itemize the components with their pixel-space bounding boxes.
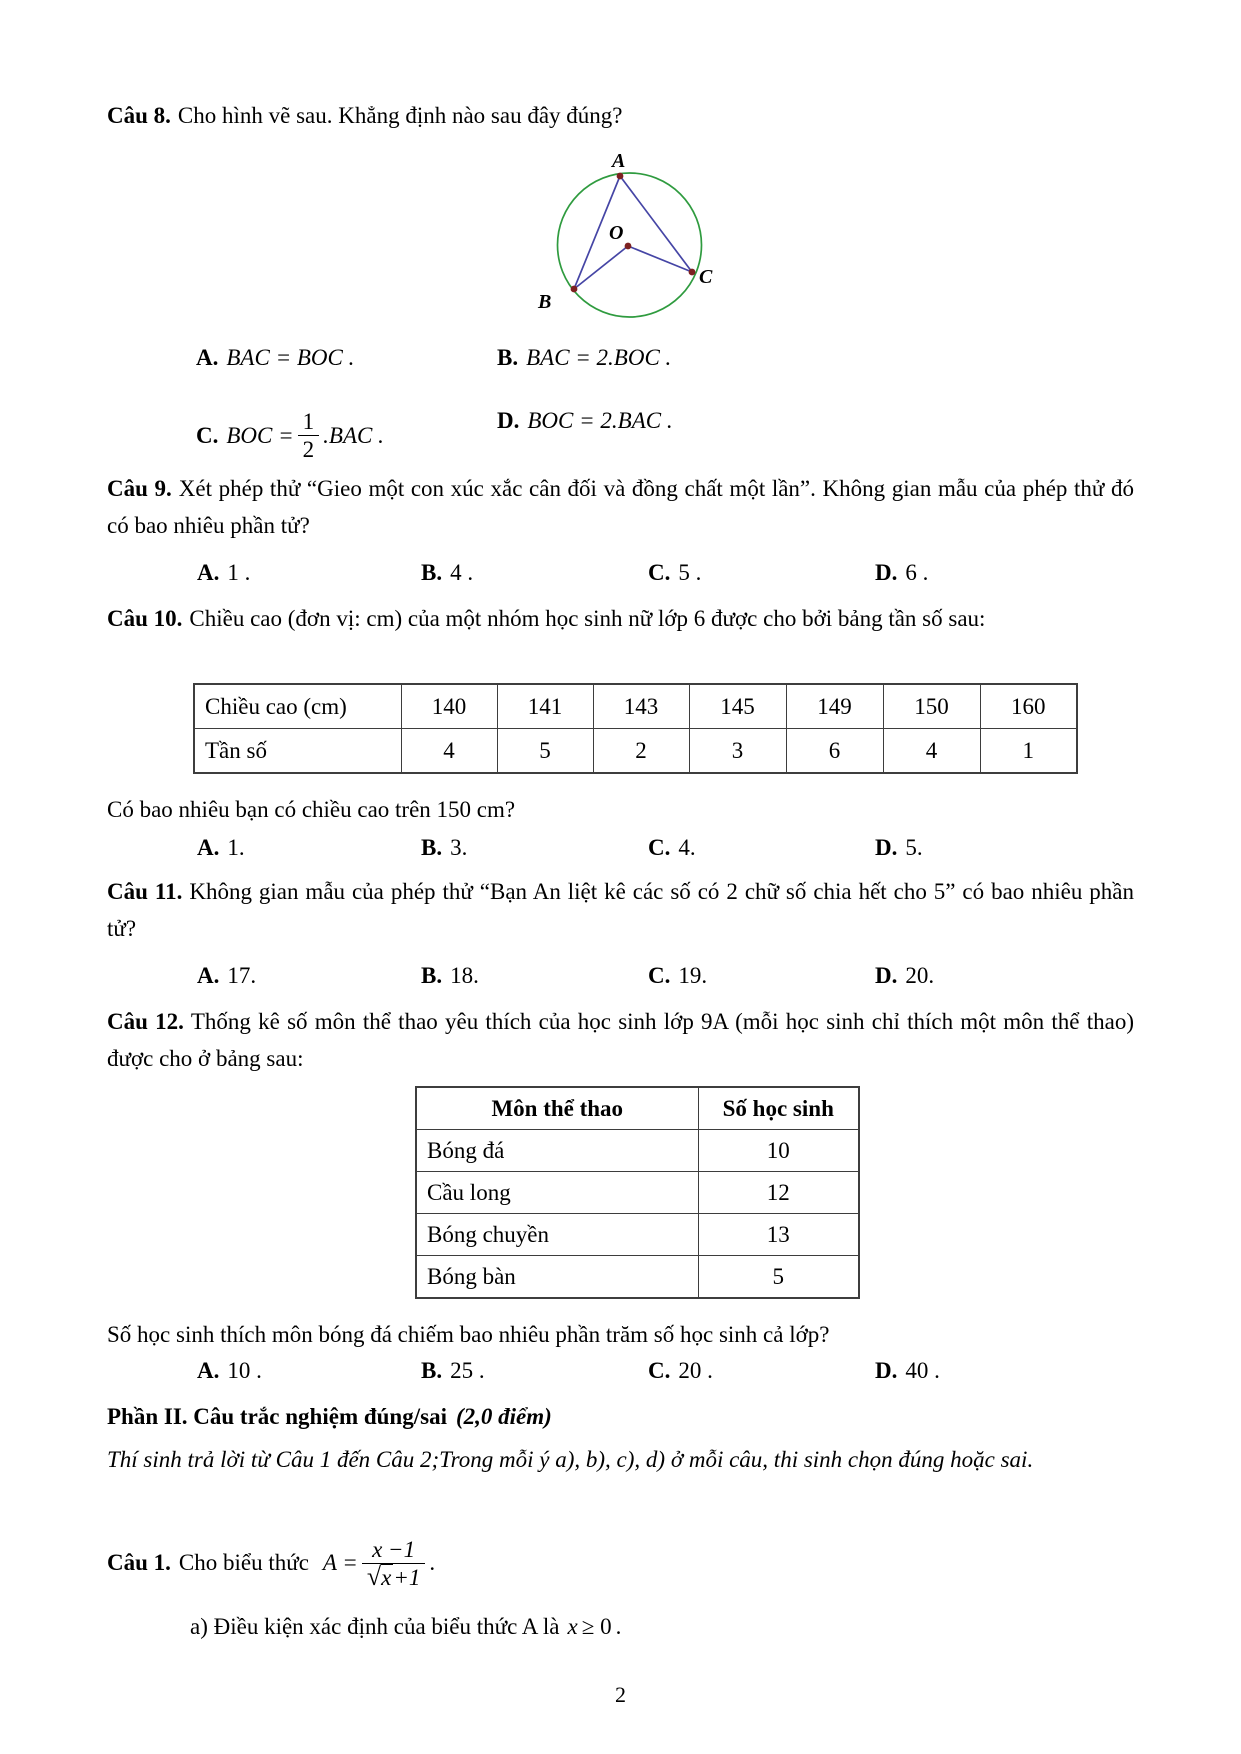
option-value-pre: BOC =	[226, 422, 294, 448]
question-8-stem: Cho hình vẽ sau. Khẳng định nào sau đây đúng?	[177, 103, 623, 128]
question-10-subquestion-text: Có bao nhiêu bạn có chiều cao trên 150 cm?	[107, 797, 516, 822]
question-10-stem: Chiều cao (đơn vị: cm) của một nhóm học sinh nữ lớp 6 được cho bởi bảng tần số sau:	[189, 606, 986, 631]
height-frequency-table	[193, 683, 1078, 774]
table-cell: 12	[698, 1172, 859, 1214]
formula-fraction	[362, 1536, 426, 1591]
option-value: 19.	[678, 963, 708, 988]
table-cell: Bóng chuyền	[416, 1214, 698, 1256]
question-9-option-b	[421, 560, 473, 586]
question-10-options	[107, 835, 1134, 875]
table-cell: 160	[980, 684, 1077, 729]
option-letter: B.	[421, 560, 443, 585]
option-letter: A.	[197, 835, 220, 860]
option-letter: B.	[421, 1358, 443, 1383]
question-8-options-cd	[107, 390, 1134, 466]
question-9-option-a	[197, 560, 250, 586]
item-a-text: a) Điều kiện xác định của biểu thức A là	[190, 1614, 560, 1639]
question-12-option-c	[648, 1358, 713, 1384]
table-cell: Tần số	[194, 729, 401, 774]
option-value: 4 .	[450, 560, 474, 585]
part2-question-1-item-a	[190, 1608, 1134, 1645]
part2-heading-title: Phần II. Câu trắc nghiệm đúng/sai	[107, 1404, 447, 1429]
question-8-text	[107, 97, 1134, 134]
question-11-option-b	[421, 963, 479, 989]
table-cell: 150	[883, 684, 980, 729]
question-10-subquestion	[107, 791, 1134, 828]
question-9-stem: Xét phép thử “Gieo một con xúc xắc cân đối và đồng chất một lần”. Không gian mẫu của phép thử đó có bao nhiêu phần tử?	[107, 476, 1134, 538]
point-c-label: C	[699, 266, 713, 288]
table-row	[194, 684, 1077, 729]
question-10	[107, 600, 1134, 637]
option-value: 4.	[678, 835, 696, 860]
page-number: 2	[615, 1682, 626, 1707]
table-row	[416, 1256, 859, 1299]
question-12-options	[107, 1358, 1134, 1398]
part2-question-1-stem: Cho biểu thức	[178, 1550, 309, 1575]
option-value: 3.	[450, 835, 468, 860]
point-b-dot	[571, 286, 578, 293]
option-value: BOC = 2.BAC .	[527, 408, 673, 433]
question-10-option-c	[648, 835, 696, 861]
question-12-label: Câu 12.	[107, 1009, 184, 1034]
option-value: 18.	[450, 963, 479, 988]
option-letter: C.	[648, 1358, 671, 1383]
option-value: 6 .	[905, 560, 929, 585]
denominator-tail: +1	[393, 1564, 421, 1590]
question-10-option-d	[875, 835, 923, 861]
fraction-numerator: x −1	[372, 1536, 416, 1562]
option-value: BAC = 2.BOC .	[526, 345, 672, 370]
point-b-label: B	[538, 291, 552, 313]
question-8-option-d	[497, 408, 673, 434]
question-10-label: Câu 10.	[107, 606, 183, 631]
question-10-option-b	[421, 835, 467, 861]
option-value: 20 .	[678, 1358, 713, 1383]
question-9-option-d	[875, 560, 928, 586]
point-c-dot	[689, 269, 696, 276]
option-letter: A.	[197, 963, 220, 988]
question-12	[107, 1003, 1134, 1077]
table-header-cell: Số học sinh	[698, 1087, 859, 1130]
table-cell: Chiều cao (cm)	[194, 684, 401, 729]
table-row	[416, 1087, 859, 1130]
fraction-denominator: 2	[298, 435, 320, 463]
table-cell: 6	[786, 729, 883, 774]
point-o-dot	[625, 243, 632, 250]
item-a-condition: ≥ 0	[581, 1614, 612, 1639]
question-12-text	[107, 1003, 1134, 1077]
question-11-options	[107, 963, 1134, 1003]
part2-instruction-text: Thí sinh trả lời từ Câu 1 đến Câu 2;Trong mỗi ý a), b), c), d) ở mỗi câu, thi sinh chọn đúng hoặc sai.	[107, 1447, 1034, 1472]
option-letter: C.	[648, 835, 671, 860]
option-letter: B.	[421, 963, 443, 988]
option-value: 5 .	[678, 560, 702, 585]
square-root-symbol: √	[366, 1561, 382, 1591]
question-9-option-c	[648, 560, 701, 586]
option-letter: D.	[875, 560, 898, 585]
question-9-options	[107, 560, 1134, 600]
question-8-option-c	[196, 408, 384, 463]
formula-lhs: A =	[322, 1550, 358, 1575]
option-value: 5.	[905, 835, 923, 860]
table-cell: 5	[497, 729, 593, 774]
question-12-option-d	[875, 1358, 940, 1384]
question-8-label: Câu 8.	[107, 103, 171, 128]
part2-question-1-label: Câu 1.	[107, 1550, 171, 1575]
part2-question-1	[107, 1530, 1134, 1596]
question-10-text	[107, 600, 1134, 637]
table-cell: 10	[698, 1130, 859, 1172]
question-11-stem: Không gian mẫu của phép thử “Bạn An liệt kê các số có 2 chữ số chia hết cho 5” có bao nhiêu phần tử?	[107, 879, 1134, 941]
table-cell: Cầu long	[416, 1172, 698, 1214]
option-letter: A.	[196, 345, 219, 370]
table-cell: 1	[980, 729, 1077, 774]
question-12-subquestion-text: Số học sinh thích môn bóng đá chiếm bao nhiêu phần trăm số học sinh cả lớp?	[107, 1322, 830, 1347]
option-value: 1.	[227, 835, 245, 860]
option-letter: A.	[197, 560, 220, 585]
question-12-option-b	[421, 1358, 485, 1384]
question-11-option-c	[648, 963, 707, 989]
sports-table	[415, 1086, 860, 1299]
question-9	[107, 470, 1134, 544]
table-cell: 5	[698, 1256, 859, 1299]
table-cell: 3	[689, 729, 786, 774]
question-8-options-ab	[107, 345, 1134, 385]
option-value: 10 .	[227, 1358, 262, 1383]
table-cell: 141	[497, 684, 593, 729]
table-cell: 140	[401, 684, 497, 729]
table-row	[416, 1214, 859, 1256]
option-letter: B.	[497, 345, 519, 370]
option-value: BAC = BOC .	[226, 345, 355, 370]
point-a-dot	[617, 173, 624, 180]
square-root-argument: x	[381, 1564, 392, 1590]
option-value: 17.	[227, 963, 257, 988]
part2-instruction	[107, 1441, 1134, 1478]
option-letter: B.	[421, 835, 443, 860]
question-9-text	[107, 470, 1134, 544]
table-cell: 4	[401, 729, 497, 774]
option-value: 25 .	[450, 1358, 485, 1383]
table-cell: 145	[689, 684, 786, 729]
question-12-subquestion	[107, 1316, 1134, 1353]
item-a-variable: x	[567, 1614, 578, 1639]
option-value: 40 .	[905, 1358, 940, 1383]
question-11-text	[107, 873, 1134, 947]
option-letter: D.	[497, 408, 520, 433]
option-letter: C.	[648, 560, 671, 585]
option-letter: D.	[875, 835, 898, 860]
part2-heading-points: (2,0 điểm)	[455, 1404, 552, 1429]
table-cell: 149	[786, 684, 883, 729]
circle-figure	[468, 136, 768, 332]
table-cell: 2	[593, 729, 689, 774]
question-10-option-a	[197, 835, 245, 861]
part2-heading	[107, 1398, 1134, 1435]
option-value: 1 .	[227, 560, 251, 585]
table-cell: Bóng đá	[416, 1130, 698, 1172]
option-value: 20.	[905, 963, 935, 988]
question-8	[107, 97, 1134, 134]
question-11-label: Câu 11.	[107, 879, 183, 904]
table-row	[416, 1172, 859, 1214]
question-12-stem: Thống kê số môn thể thao yêu thích của học sinh lớp 9A (mỗi học sinh chỉ thích một môn thể thao) được cho ở bảng sau:	[107, 1009, 1134, 1071]
option-letter: D.	[875, 1358, 898, 1383]
question-11-option-d	[875, 963, 934, 989]
table-header-cell: Môn thể thao	[416, 1087, 698, 1130]
table-row	[194, 729, 1077, 774]
question-9-label: Câu 9.	[107, 476, 172, 501]
fraction-denominator	[362, 1563, 426, 1591]
point-a-label: A	[612, 150, 626, 172]
fraction-numerator: 1	[302, 409, 315, 434]
question-8-option-a	[196, 345, 354, 371]
table-cell: Bóng bàn	[416, 1256, 698, 1299]
table-cell: 4	[883, 729, 980, 774]
option-letter: A.	[197, 1358, 220, 1383]
point-o-label: O	[609, 222, 624, 244]
item-a-period: .	[615, 1614, 622, 1639]
question-11	[107, 873, 1134, 947]
question-11-option-a	[197, 963, 256, 989]
question-12-option-a	[197, 1358, 262, 1384]
fraction-one-half	[298, 408, 320, 463]
question-8-option-b	[497, 345, 671, 371]
table-cell: 13	[698, 1214, 859, 1256]
option-letter: C.	[196, 422, 219, 448]
table-cell: 143	[593, 684, 689, 729]
formula-period: .	[429, 1550, 436, 1575]
table-row	[416, 1130, 859, 1172]
option-letter: D.	[875, 963, 898, 988]
option-letter: C.	[648, 963, 671, 988]
option-value-post: .BAC .	[323, 422, 384, 448]
